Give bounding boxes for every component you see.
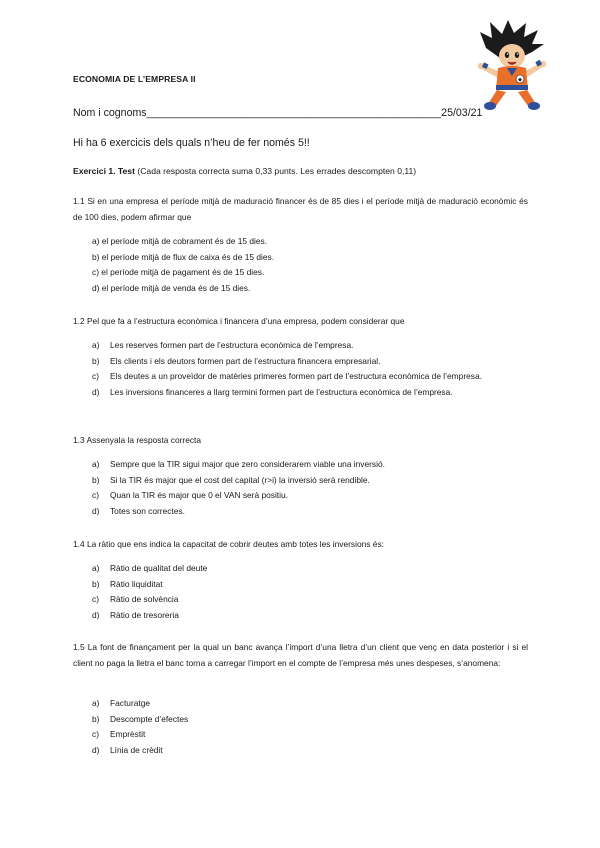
option-text: Ràtio de solvència [110, 594, 179, 604]
option-1-2-b [92, 354, 528, 370]
option-text: Els clients i els deutors formen part de l’estructura financera empresarial. [110, 355, 381, 366]
option-1-3-b [92, 473, 528, 489]
option-1-4-a [92, 561, 528, 577]
option-letter: a) [92, 563, 100, 573]
option-1-4-d [92, 608, 528, 624]
option-text: Ràtio de qualitat del deute [110, 563, 208, 573]
option-letter: a) [92, 459, 100, 469]
option-letter: c) [92, 729, 99, 739]
name-and-date-line: Nom i cognoms__________________________________________________25/03/21 [73, 107, 483, 119]
option-letter: d) [92, 505, 100, 516]
option-text: Sempre que la TIR sigui major que zero considerarem viable una inversió. [110, 459, 385, 469]
option-1-5-c [92, 727, 528, 743]
option-1-1-b: b) el període mitjà de flux de caixa és de 15 dies. [92, 251, 275, 262]
option-letter: b) [92, 474, 100, 485]
option-1-4-b [92, 577, 528, 593]
option-1-1-d: d) el període mitjà de venda és de 15 dies. [92, 282, 251, 293]
option-letter: c) [92, 371, 99, 381]
option-1-3-d [92, 504, 528, 520]
course-title: ECONOMIA DE L’EMPRESA II [73, 74, 196, 84]
question-1-1-options [92, 234, 528, 296]
option-1-4-c [92, 592, 528, 608]
option-text: Els deutes a un proveïdor de matèries primeres formen part de l’estructura econòmica de l’empresa. [110, 371, 482, 381]
option-1-2-c [92, 369, 528, 385]
option-1-5-d [92, 743, 528, 759]
option-text: Si la TIR és major que el cost del capital (r>i) la inversió serà rendible. [110, 474, 370, 485]
option-text: Descompte d’efectes [110, 713, 189, 724]
option-text: Quan la TIR és major que 0 el VAN serà positiu. [110, 490, 288, 500]
option-1-1-a: a) el període mitjà de cobrament és de 15 dies. [92, 236, 268, 246]
option-1-2-a [92, 338, 528, 354]
option-1-1-c: c) el període mitjà de pagament és de 15 dies. [92, 267, 265, 277]
option-letter: a) [92, 698, 100, 708]
exercise-title [73, 166, 416, 176]
option-1-3-c [92, 488, 528, 504]
question-1-3: 1.3 Assenyala la resposta correcta [73, 435, 202, 445]
option-text: Facturatge [110, 698, 151, 708]
option-1-5-b [92, 712, 528, 728]
option-1-2-d [92, 385, 528, 401]
option-letter: b) [92, 355, 100, 366]
option-1-5-a [92, 696, 528, 712]
option-letter: b) [92, 578, 100, 589]
option-letter: b) [92, 713, 100, 724]
option-letter: a) [92, 340, 100, 350]
question-1-2-options [92, 338, 528, 400]
option-letter: d) [92, 609, 100, 620]
question-1-2: 1.2 Pel que fa a l’estructura econòmica i financera d’una empresa, podem considerar que [73, 316, 405, 326]
option-text: Les reserves formen part de l’estructura econòmica de l’empresa. [110, 340, 354, 350]
instructions: Hi ha 6 exercicis dels quals n’heu de fer només 5!! [73, 137, 310, 149]
question-1-3-options [92, 457, 528, 519]
option-letter: d) [92, 744, 100, 755]
option-letter: c) [92, 594, 99, 604]
option-text: Ràtio de tresoreria [110, 609, 179, 620]
question-1-5-options [92, 696, 528, 758]
option-text: Emprèstit [110, 729, 146, 739]
option-1-3-a [92, 457, 528, 473]
question-1-4-options [92, 561, 528, 623]
option-text: Línia de crèdit [110, 744, 163, 755]
question-1-1: 1.1 Si en una empresa el període mitjà de maduració financer és de 85 dies i el període mitjà de maduració econòmic és de 100 dies, podem afirmar que [73, 196, 528, 222]
svg-text:◆: ◆ [518, 77, 522, 83]
option-text: Totes son correctes. [110, 505, 185, 516]
option-letter: c) [92, 490, 99, 500]
option-text: Ràtio liquiditat [110, 578, 163, 589]
question-1-4: 1.4 La ràtio que ens indica la capacitat de cobrir deutes amb totes les inversions és: [73, 539, 384, 549]
cartoon-boy-illustration [476, 18, 548, 112]
option-letter: d) [92, 386, 100, 397]
exercise-title-note: (Cada resposta correcta suma 0,33 punts. Les errades descompten 0,11) [134, 166, 417, 176]
exercise-title-bold: Exercici 1. Test [73, 166, 135, 176]
option-text: Les inversions financeres a llarg termini formen part de l’estructura econòmica de l’empresa. [110, 386, 453, 397]
question-1-5: 1.5 La font de finançament per la qual un banc avança l’import d’una lletra d’un client que venç en data posterior i si el client no paga la lletra el banc torna a carregar l’import en el compte de l’empresa més unes despeses, s’anomena: [73, 642, 528, 668]
